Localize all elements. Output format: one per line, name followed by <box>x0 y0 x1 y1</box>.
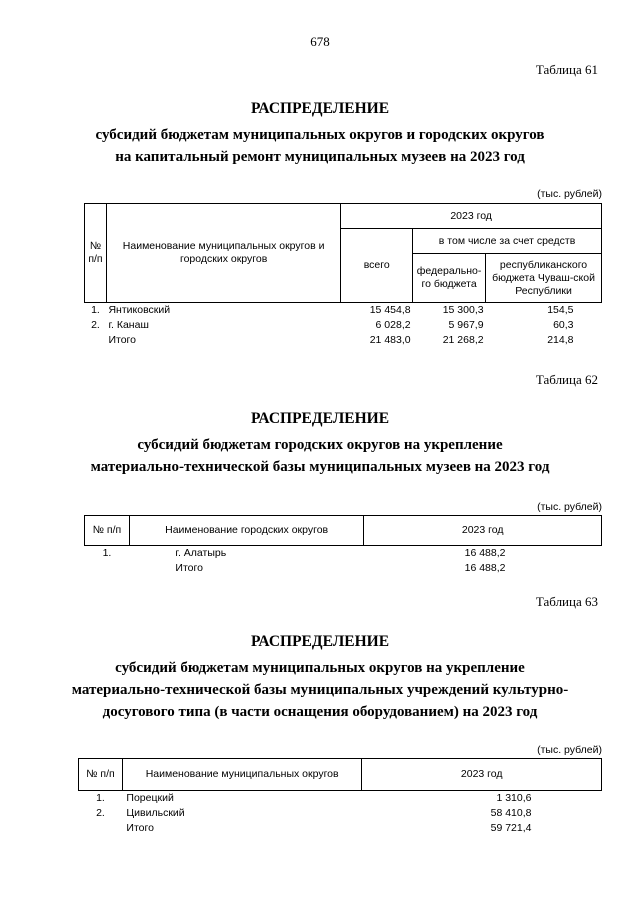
row-federal: 15 300,3 <box>442 304 484 316</box>
table-61-label: Таблица 61 <box>535 62 598 77</box>
table-row <box>79 791 602 807</box>
table-62-title: РАСПРЕДЕЛЕНИЕ <box>250 410 390 427</box>
col-header-year: 2023 год <box>341 204 602 229</box>
table-62-heading <box>0 408 640 478</box>
row-name: Итого <box>175 562 203 574</box>
col-header-total: всего <box>341 229 413 303</box>
table-row <box>85 318 602 333</box>
table-61-title: РАСПРЕДЕЛЕНИЕ <box>250 100 390 117</box>
table-62-subtitle-1: субсидий бюджетам городских округов на укрепление <box>137 437 503 453</box>
col-header-name: Наименование городских округов <box>129 516 363 546</box>
table-62-label: Таблица 62 <box>535 372 598 387</box>
table-63-label: Таблица 63 <box>535 594 598 609</box>
table-row <box>79 806 602 821</box>
row-value: 58 410,8 <box>490 807 532 819</box>
table-61-subtitle-2: на капитальный ремонт муниципальных музеев на 2023 год <box>115 149 525 165</box>
table-61 <box>84 203 602 348</box>
row-value: 16 488,2 <box>464 547 506 559</box>
table-63-subtitle-1: субсидий бюджетам муниципальных округов на укрепление <box>115 660 525 676</box>
table-62-subtitle-2: материально-технической базы муниципальных музеев на 2023 год <box>90 459 550 475</box>
table-63-title: РАСПРЕДЕЛЕНИЕ <box>250 633 390 650</box>
col-header-year: 2023 год <box>364 516 602 546</box>
table-61-unit: (тыс. рублей) <box>537 188 602 200</box>
table-row-total <box>79 821 602 836</box>
row-no: 1. <box>96 792 105 804</box>
row-republican: 60,3 <box>553 319 574 331</box>
table-63 <box>78 758 602 836</box>
table-row <box>85 303 602 319</box>
row-total: 21 483,0 <box>369 334 411 346</box>
row-name: Цивильский <box>126 807 185 819</box>
col-header-name: Наименование муниципальных округов и городских округов <box>106 204 340 303</box>
table-63-subtitle-3: досугового типа (в части оснащения оборудованием) на 2023 год <box>102 704 538 720</box>
table-row-total <box>85 333 602 348</box>
page-number: 678 <box>310 34 330 49</box>
col-header-republican: республиканского бюджета Чуваш-ской Республики <box>486 254 602 303</box>
row-no: 2. <box>96 807 105 819</box>
row-no <box>85 561 130 576</box>
row-federal: 21 268,2 <box>442 334 484 346</box>
row-republican: 214,8 <box>547 334 574 346</box>
table-63-heading <box>0 631 640 723</box>
row-no: 1. <box>102 547 112 559</box>
row-federal: 5 967,9 <box>448 319 484 331</box>
col-header-name: Наименование муниципальных округов <box>122 759 362 791</box>
row-no: 2. <box>91 319 100 331</box>
row-total: 6 028,2 <box>375 319 411 331</box>
col-header-no: № п/п <box>85 204 107 303</box>
table-62 <box>84 515 602 576</box>
col-header-year: 2023 год <box>362 759 602 791</box>
table-63-subtitle-2: материально-технической базы муниципальных учреждений культурно- <box>71 682 569 698</box>
table-61-heading <box>0 98 640 168</box>
table-row <box>85 546 602 562</box>
row-no: 1. <box>91 304 100 316</box>
row-republican: 154,5 <box>547 304 574 316</box>
row-value: 1 310,6 <box>496 792 532 804</box>
row-no <box>79 821 123 836</box>
row-value: 16 488,2 <box>464 562 506 574</box>
table-61-subtitle-1: субсидий бюджетам муниципальных округов и городских округов <box>95 127 545 143</box>
row-value: 59 721,4 <box>490 822 532 834</box>
row-no <box>85 333 107 348</box>
row-name: Итого <box>108 334 136 346</box>
row-name: г. Алатырь <box>175 547 227 559</box>
row-name: Итого <box>126 822 154 834</box>
table-62-unit: (тыс. рублей) <box>537 501 602 513</box>
col-header-including: в том числе за счет средств <box>413 229 602 254</box>
col-header-no: № п/п <box>85 516 130 546</box>
row-name: Порецкий <box>126 792 174 804</box>
row-name: Янтиковский <box>108 304 171 316</box>
row-name: г. Канаш <box>108 319 149 331</box>
table-63-unit: (тыс. рублей) <box>537 744 602 756</box>
col-header-no: № п/п <box>79 759 123 791</box>
row-total: 15 454,8 <box>369 304 411 316</box>
col-header-federal: федерально-го бюджета <box>413 254 486 303</box>
table-row-total <box>85 561 602 576</box>
